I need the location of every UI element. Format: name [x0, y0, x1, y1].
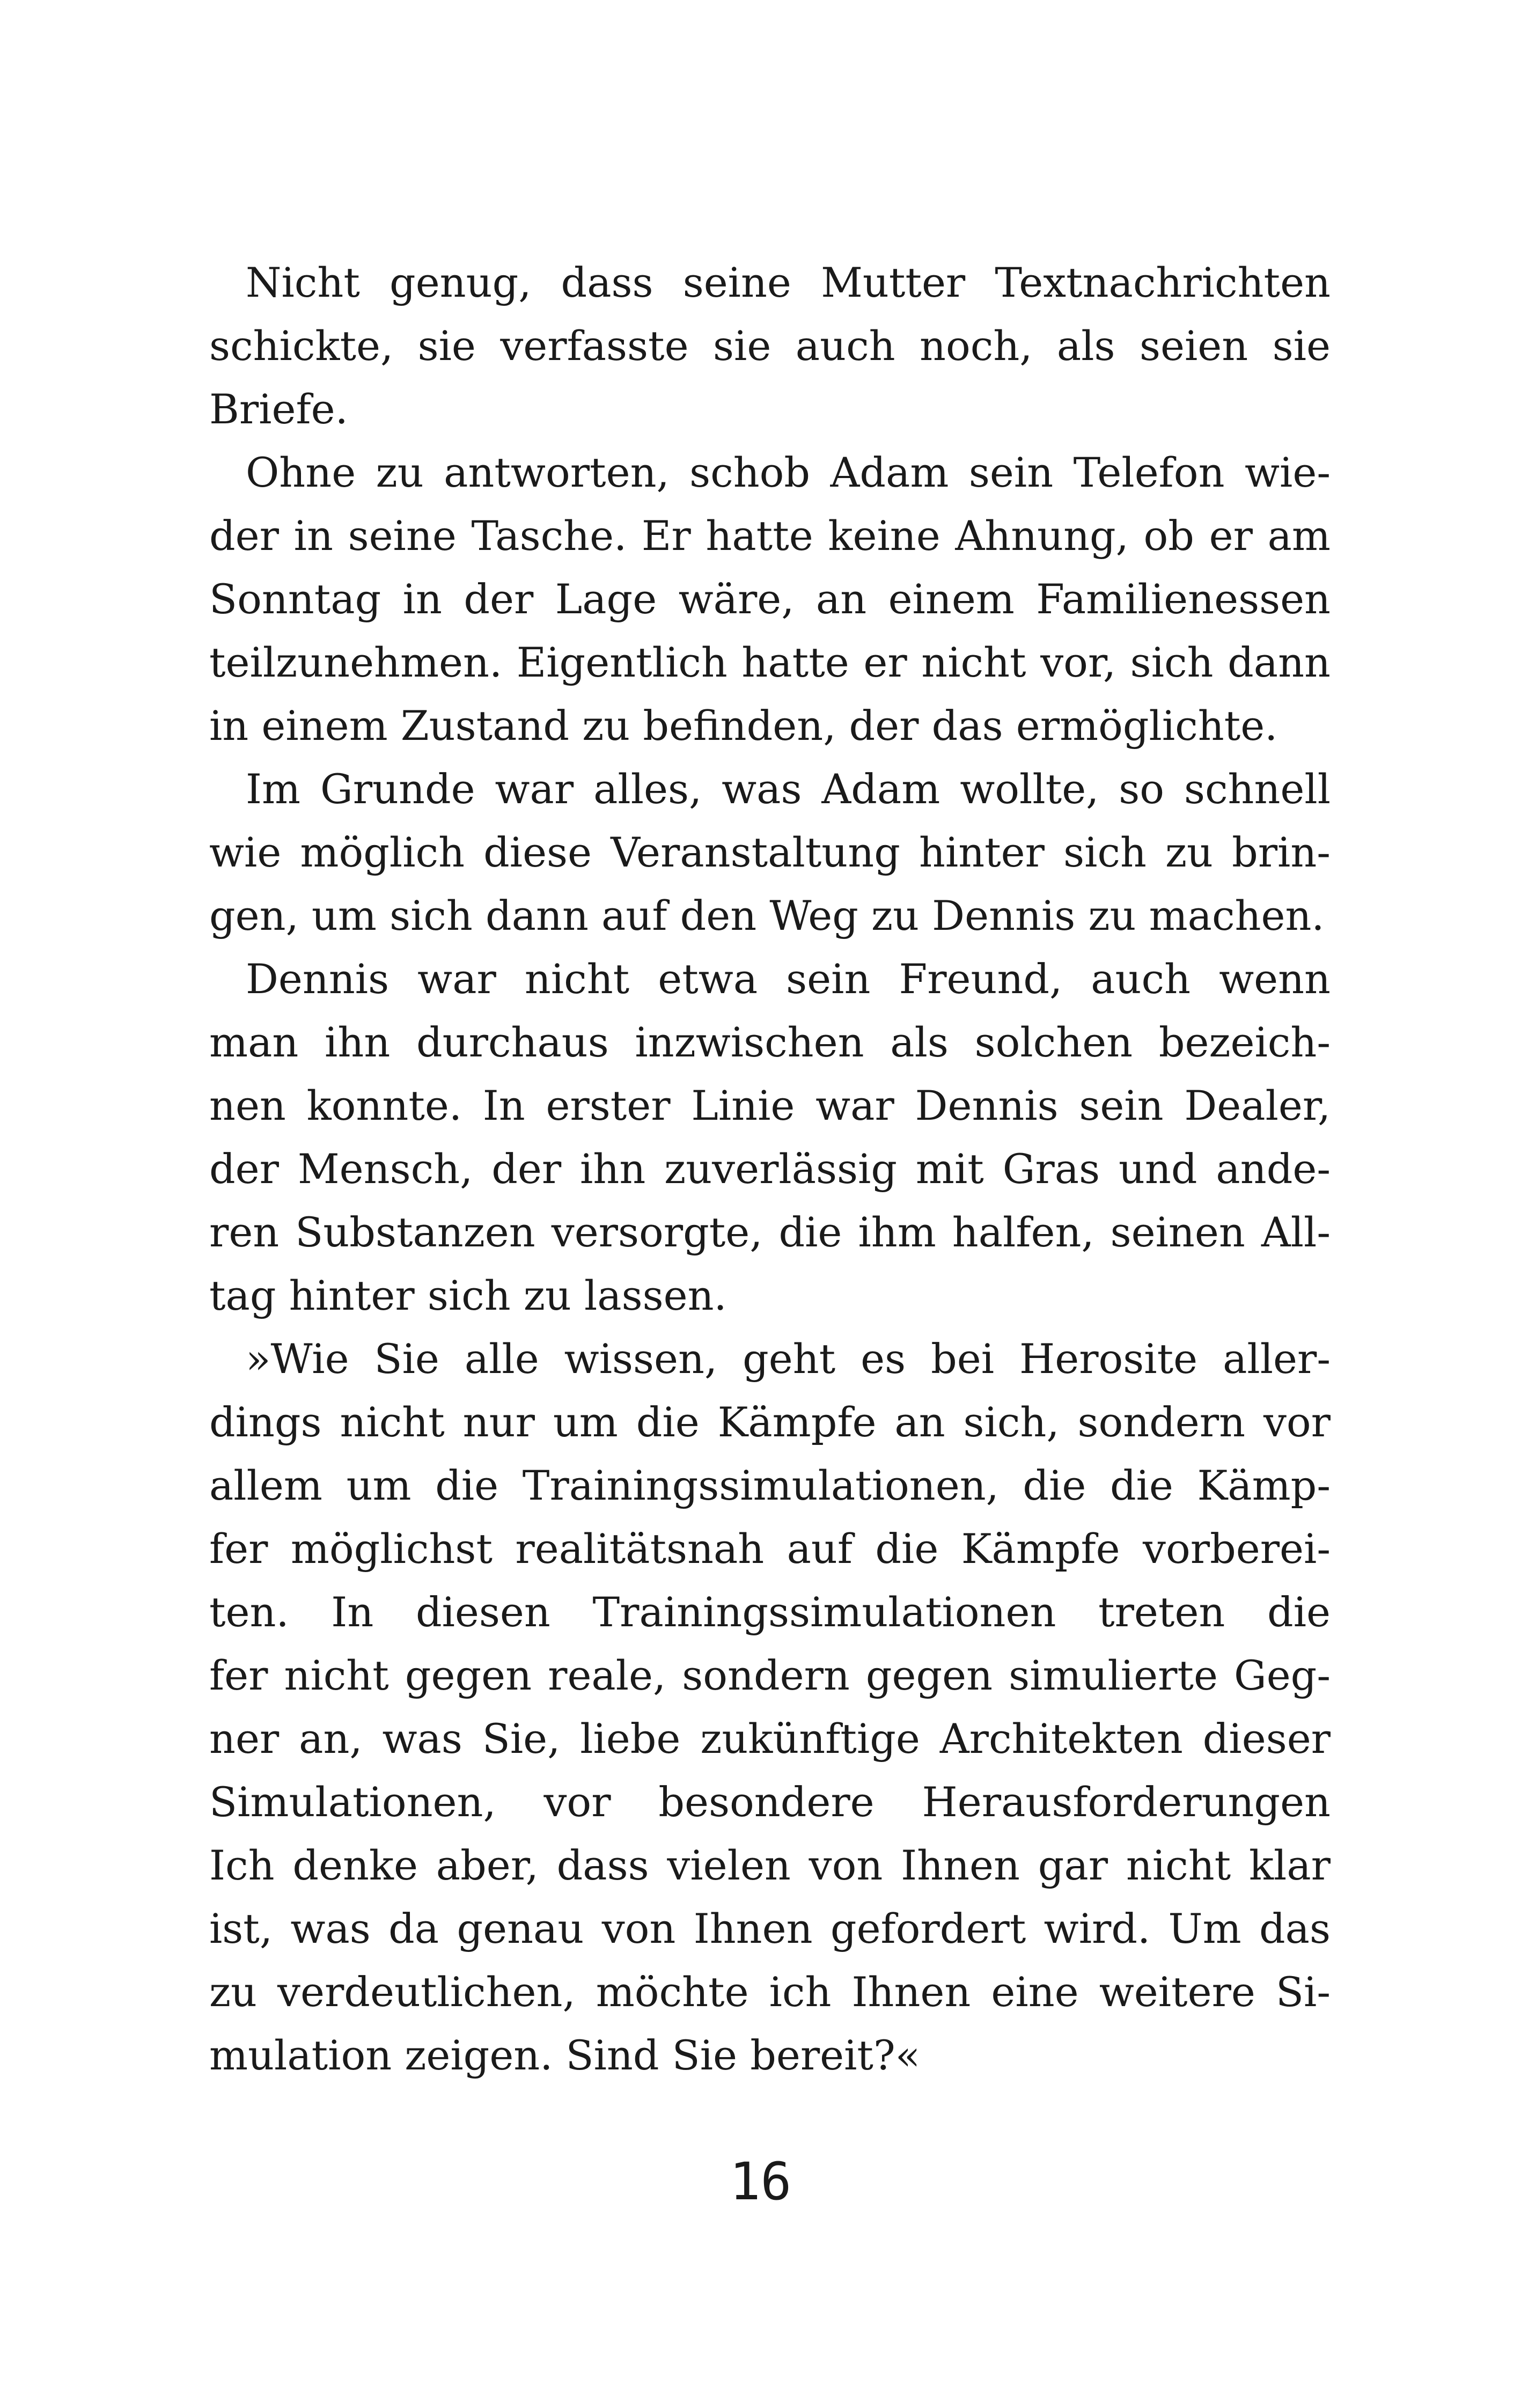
text-line: Briefe. — [209, 385, 348, 433]
text-line: Nicht genug, dass seine Mutter Textnachrichten — [246, 259, 1331, 306]
text-line: Dennis war nicht etwa sein Freund, auch wenn — [246, 955, 1331, 1003]
text-line: dings nicht nur um die Kämpfe an sich, sondern vor — [209, 1398, 1331, 1446]
text-line: tag hinter sich zu lassen. — [209, 1272, 727, 1319]
text-line: nen konnte. In erster Linie war Dennis sein Dealer, — [209, 1082, 1331, 1129]
page-number: 16 — [729, 2152, 792, 2212]
text-line: allem um die Trainingssimulationen, die die Kämp- — [209, 1462, 1331, 1509]
text-line: ist, was da genau von Ihnen gefordert wird. Um das — [209, 1905, 1331, 1952]
text-line: schickte, sie verfasste sie auch noch, als seien sie — [209, 322, 1331, 370]
text-line: wie möglich diese Veranstaltung hinter sich zu brin- — [209, 828, 1331, 876]
text-line: Ich denke aber, dass vielen von Ihnen gar nicht klar — [209, 1841, 1331, 1889]
text-line: gen, um sich dann auf den Weg zu Dennis zu machen. — [209, 892, 1325, 939]
text-line: zu verdeutlichen, möchte ich Ihnen eine weitere Si- — [209, 1968, 1331, 2016]
text-line: ner an, was Sie, liebe zukünftige Architekten dieser — [209, 1715, 1331, 1763]
text-line: mulation zeigen. Sind Sie bereit?« — [209, 2031, 921, 2079]
text-line: »Wie Sie alle wissen, geht es bei Herosite aller- — [246, 1335, 1331, 1383]
text-line: Simulationen, vor besondere Herausforderungen — [209, 1778, 1331, 1826]
text-line: man ihn durchaus inzwischen als solchen bezeich- — [209, 1018, 1331, 1066]
text-line: der in seine Tasche. Er hatte keine Ahnung, ob er am — [209, 512, 1331, 560]
text-line: Im Grunde war alles, was Adam wollte, so schnell — [246, 765, 1331, 813]
text-line: ren Substanzen versorgte, die ihm halfen, seinen All- — [209, 1208, 1331, 1256]
body-text — [209, 251, 1331, 2087]
text-line: fer möglichst realitätsnah auf die Kämpfe vorberei- — [209, 1525, 1331, 1573]
text-line: in einem Zustand zu befinden, der das ermöglichte. — [209, 702, 1278, 750]
text-line: Ohne zu antworten, schob Adam sein Telefon wie- — [246, 449, 1331, 496]
text-line: ten. In diesen Trainingssimulationen treten die — [209, 1588, 1331, 1636]
text-line: Sonntag in der Lage wäre, an einem Familienessen — [209, 575, 1331, 623]
text-line: fer nicht gegen reale, sondern gegen simulierte Geg- — [209, 1651, 1331, 1699]
text-line: teilzunehmen. Eigentlich hatte er nicht vor, sich dann — [209, 638, 1331, 686]
text-line: der Mensch, der ihn zuverlässig mit Gras und ande- — [209, 1145, 1331, 1193]
